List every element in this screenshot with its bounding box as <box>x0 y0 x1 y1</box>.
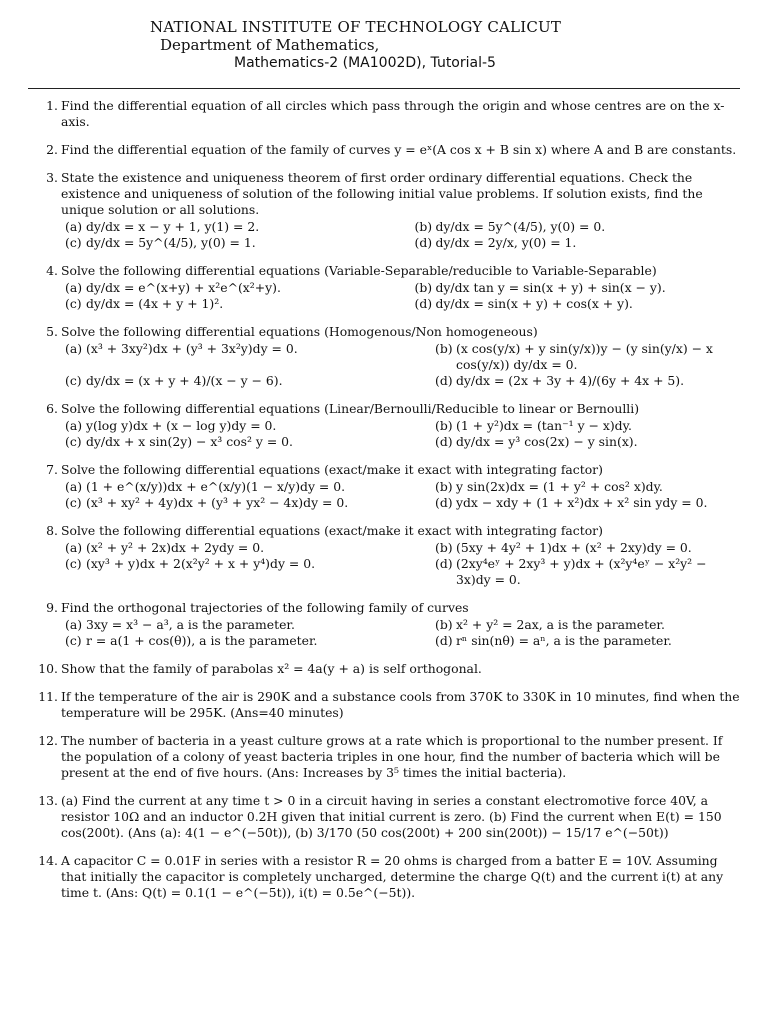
question-text: If the temperature of the air is 290K and a substance cools from 370K to 330K in 10 minutes, find when the temperature will be 295K. (Ans=40 minutes) <box>61 689 740 720</box>
subpart-label: (a) <box>65 219 83 234</box>
question-number: 5. <box>46 324 58 339</box>
subpart-equation: (1 + e^(x/y))dx + e^(x/y)(1 − x/y)dy = 0. <box>86 479 346 494</box>
subpart-c <box>61 434 411 450</box>
subpart-label: (b) <box>435 418 453 433</box>
subpart-c <box>61 373 411 389</box>
question-2 <box>28 142 740 158</box>
question-text: Show that the family of parabolas x² = 4a(y + a) is self orthogonal. <box>61 661 482 676</box>
subpart-equation: r = a(1 + cos(θ)), a is the parameter. <box>86 633 318 648</box>
subpart-b <box>431 341 740 373</box>
question-text: Find the differential equation of the family of curves y = eˣ(A cos x + B sin x) where A and B are constants. <box>61 142 737 157</box>
subpart-label: (b) <box>414 280 433 295</box>
question-number: 13. <box>38 793 58 808</box>
subpart-label: (c) <box>65 556 82 571</box>
subpart-equation: dy/dx = e^(x+y) + x²e^(x²+y). <box>86 280 281 295</box>
question-number: 6. <box>46 401 58 416</box>
subpart-c <box>61 633 411 649</box>
subparts <box>61 280 740 312</box>
question-list <box>28 98 740 913</box>
question-6 <box>28 401 740 450</box>
question-5 <box>28 324 740 389</box>
subparts <box>61 219 740 251</box>
subpart-equation: dy/dx = (2x + 3y + 4)/(6y + 4x + 5). <box>456 373 685 388</box>
question-text: State the existence and uniqueness theorem of first order ordinary differential equations. Check the existence and uniqueness of solution of the following initial value problems. If solution exists, find the unique solution or all solutions. <box>61 170 703 217</box>
subpart-equation: dy/dx = y³ cos(2x) − y sin(x). <box>456 434 638 449</box>
subpart-a <box>61 617 411 633</box>
subpart-c <box>61 235 391 251</box>
subpart-label: (d) <box>435 495 453 510</box>
question-text: Solve the following differential equations (Variable-Separable/reducible to Variable-Separable) <box>61 263 657 278</box>
subpart-equation: (xy³ + y)dx + 2(x²y² + x + y⁴)dy = 0. <box>86 556 316 571</box>
subpart-equation: dy/dx = 5y^(4/5), y(0) = 0. <box>435 219 606 234</box>
question-12 <box>28 733 740 781</box>
subpart-equation: ydx − xdy + (1 + x²)dx + x² sin ydy = 0. <box>456 495 708 510</box>
header-divider <box>28 88 740 89</box>
question-13 <box>28 793 740 841</box>
subpart-equation: y sin(2x)dx = (1 + y² + cos² x)dy. <box>456 479 663 494</box>
question-14 <box>28 853 740 901</box>
subpart-d <box>431 556 740 588</box>
subpart-d <box>431 434 740 450</box>
subpart-b <box>431 617 740 633</box>
question-text: Solve the following differential equations (Linear/Bernoulli/Reducible to linear or Bernoulli) <box>61 401 640 416</box>
question-11 <box>28 689 740 721</box>
subpart-c <box>61 495 411 511</box>
subpart-label: (d) <box>435 633 453 648</box>
subpart-label: (b) <box>435 617 453 632</box>
question-4 <box>28 263 740 312</box>
subpart-d <box>411 296 741 312</box>
question-text: The number of bacteria in a yeast culture grows at a rate which is proportional to the number present. If the population of a colony of yeast bacteria triples in one hour, find the number of bacteria which will be present at the end of five hours. (Ans: Increases by 3⁵ times the initial bacteria). <box>61 733 723 780</box>
question-number: 10. <box>38 661 58 676</box>
subpart-a <box>61 540 411 556</box>
question-text: Find the orthogonal trajectories of the following family of curves <box>61 600 469 615</box>
subpart-label: (c) <box>65 495 82 510</box>
subpart-label: (c) <box>65 633 82 648</box>
subparts <box>61 617 740 649</box>
subpart-equation: dy/dx = 2y/x, y(0) = 1. <box>435 235 577 250</box>
subpart-b <box>431 479 740 495</box>
subpart-a <box>61 341 411 373</box>
question-1 <box>28 98 740 130</box>
subpart-label: (a) <box>65 280 83 295</box>
subpart-label: (d) <box>435 373 453 388</box>
question-number: 11. <box>38 689 58 704</box>
subpart-d <box>411 235 741 251</box>
subpart-label: (d) <box>435 434 453 449</box>
question-number: 8. <box>46 523 58 538</box>
subpart-a <box>61 280 391 296</box>
subpart-label: (c) <box>65 235 82 250</box>
subpart-equation: (x³ + xy² + 4y)dx + (y³ + yx² − 4x)dy = 0. <box>86 495 349 510</box>
subpart-d <box>431 373 740 389</box>
question-number: 14. <box>38 853 58 868</box>
subparts <box>61 479 740 511</box>
subpart-equation: rⁿ sin(nθ) = aⁿ, a is the parameter. <box>456 633 672 648</box>
subpart-label: (b) <box>414 219 433 234</box>
subpart-equation: (x² + y² + 2x)dx + 2ydy = 0. <box>86 540 265 555</box>
subparts <box>61 540 740 588</box>
subpart-c <box>61 296 391 312</box>
subparts <box>61 341 740 389</box>
subparts <box>61 418 740 450</box>
subpart-a <box>61 479 411 495</box>
question-number: 7. <box>46 462 58 477</box>
question-number: 9. <box>46 600 58 615</box>
question-number: 4. <box>46 263 58 278</box>
subpart-label: (c) <box>65 373 82 388</box>
subpart-equation: 3xy = x³ − a³, a is the parameter. <box>86 617 295 632</box>
subpart-a <box>61 418 411 434</box>
subpart-equation: x² + y² = 2ax, a is the parameter. <box>456 617 665 632</box>
question-number: 1. <box>46 98 58 113</box>
subpart-label: (a) <box>65 341 83 356</box>
subpart-label: (a) <box>65 617 83 632</box>
question-text: Solve the following differential equations (Homogenous/Non homogeneous) <box>61 324 538 339</box>
question-3 <box>28 170 740 251</box>
question-number: 12. <box>38 733 58 748</box>
subpart-equation: (x³ + 3xy²)dx + (y³ + 3x²y)dy = 0. <box>86 341 298 356</box>
subpart-d <box>431 495 740 511</box>
question-number: 2. <box>46 142 58 157</box>
subpart-equation: dy/dx = sin(x + y) + cos(x + y). <box>435 296 633 311</box>
subpart-equation: y(log y)dx + (x − log y)dy = 0. <box>86 418 277 433</box>
subpart-equation: dy/dx = 5y^(4/5), y(0) = 1. <box>86 235 256 250</box>
course-title: Mathematics-2 (MA1002D), Tutorial-5 <box>234 55 496 71</box>
subpart-d <box>431 633 740 649</box>
subpart-label: (d) <box>414 235 433 250</box>
subpart-equation: dy/dx = (4x + y + 1)². <box>86 296 224 311</box>
question-text: Solve the following differential equations (exact/make it exact with integrating factor) <box>61 462 603 477</box>
subpart-label: (a) <box>65 479 83 494</box>
subpart-equation: (5xy + 4y² + 1)dx + (x² + 2xy)dy = 0. <box>456 540 692 555</box>
subpart-b <box>431 418 740 434</box>
subpart-equation: (x cos(y/x) + y sin(y/x))y − (y sin(y/x) − x cos(y/x)) dy/dx = 0. <box>456 341 713 372</box>
subpart-b <box>411 280 741 296</box>
department-name: Department of Mathematics, <box>160 36 380 54</box>
subpart-b <box>411 219 741 235</box>
subpart-b <box>431 540 740 556</box>
subpart-equation: (2xy⁴eʸ + 2xy³ + y)dx + (x²y⁴eʸ − x²y² − 3x)dy = 0. <box>456 556 707 587</box>
subpart-equation: dy/dx + x sin(2y) − x³ cos² y = 0. <box>86 434 293 449</box>
question-text: (a) Find the current at any time t > 0 in a circuit having in series a constant electromotive force 40V, a resistor 10Ω and an inductor 0.2H given that initial current is zero. (b) Find the current when E(t) = 150 cos(200t). (Ans (a): 4(1 − e^(−50t)), (b) 3/170 (50 cos(200t) + 200 sin(200t)) − 15/17 e^(−50t)) <box>61 793 722 840</box>
subpart-label: (b) <box>435 479 453 494</box>
subpart-a <box>61 219 391 235</box>
institute-name: NATIONAL INSTITUTE OF TECHNOLOGY CALICUT <box>150 18 562 36</box>
subpart-equation: dy/dx = (x + y + 4)/(x − y − 6). <box>86 373 283 388</box>
subpart-equation: dy/dx = x − y + 1, y(1) = 2. <box>86 219 260 234</box>
subpart-c <box>61 556 411 588</box>
subpart-equation: dy/dx tan y = sin(x + y) + sin(x − y). <box>435 280 666 295</box>
subpart-equation: (1 + y²)dx = (tan⁻¹ y − x)dy. <box>456 418 632 433</box>
question-8 <box>28 523 740 588</box>
question-text: A capacitor C = 0.01F in series with a resistor R = 20 ohms is charged from a batter E = 10V. Assuming that initially the capacitor is completely uncharged, determine the charge Q(t) and the current i(t) at any time t. (Ans: Q(t) = 0.1(1 − e^(−5t)), i(t) = 0.5e^(−5t)). <box>61 853 724 900</box>
subpart-label: (b) <box>435 341 453 356</box>
question-text: Find the differential equation of all circles which pass through the origin and whose centres are on the x-axis. <box>61 98 725 129</box>
subpart-label: (b) <box>435 540 453 555</box>
question-10 <box>28 661 740 677</box>
subpart-label: (d) <box>435 556 453 571</box>
question-text: Solve the following differential equations (exact/make it exact with integrating factor) <box>61 523 603 538</box>
subpart-label: (a) <box>65 540 83 555</box>
question-number: 3. <box>46 170 58 185</box>
subpart-label: (c) <box>65 434 82 449</box>
subpart-label: (d) <box>414 296 433 311</box>
subpart-label: (c) <box>65 296 82 311</box>
question-9 <box>28 600 740 649</box>
question-7 <box>28 462 740 511</box>
subpart-label: (a) <box>65 418 83 433</box>
